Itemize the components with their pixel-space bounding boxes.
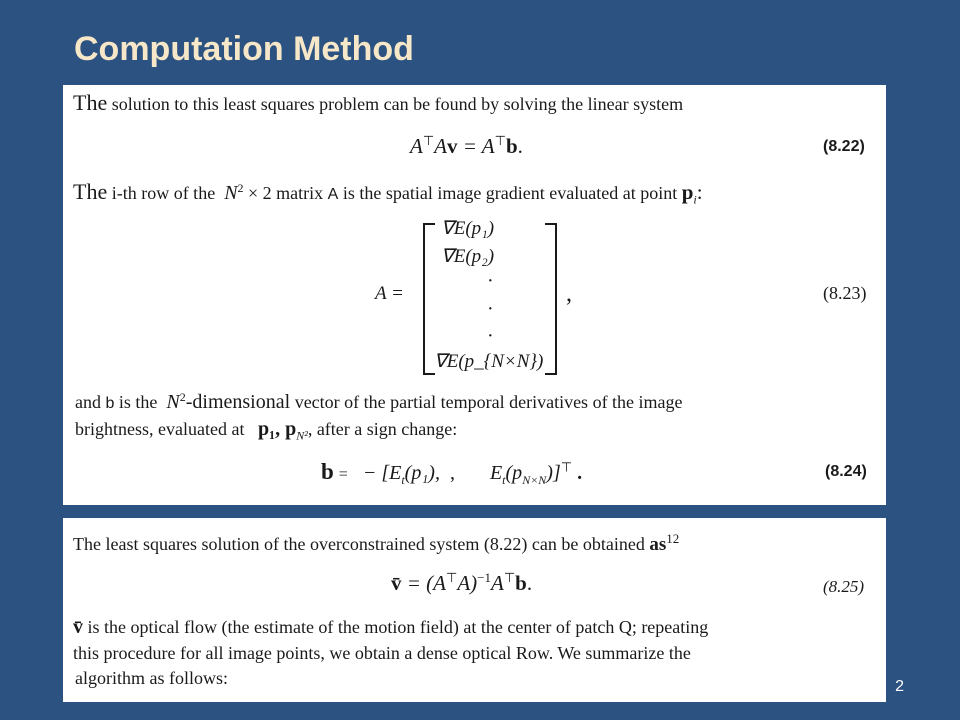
para-v: v̄ <box>73 616 83 638</box>
eq-822-end: . <box>517 134 523 158</box>
equation-panel-bottom <box>63 518 886 702</box>
eq-822-sup2: ⊤ <box>494 133 506 148</box>
eq-822-eq: = A <box>457 134 495 158</box>
matrix-row-2: ∇E(p₂) <box>441 246 495 267</box>
eq-824-close: )] <box>546 462 561 484</box>
eq-824-end: . <box>577 462 583 484</box>
b-n-sup: 2 <box>179 390 186 404</box>
solution-text: The least squares solution of the overconstrained system (8.22) can be obtained <box>73 534 645 554</box>
b-line-1 <box>75 390 683 414</box>
b-text-2: is the <box>118 392 158 412</box>
eq-825-mid: A) <box>457 571 478 595</box>
row-text-1: i-th row of the <box>111 183 216 203</box>
b-line2-sub: N² <box>296 428 308 443</box>
eq-825-a: A <box>491 571 504 595</box>
eq-824-eq: = <box>338 466 348 483</box>
optical-flow-paragraph-line3: algorithm as follows: <box>75 668 228 688</box>
eq-825-v: v̄ <box>391 571 402 595</box>
eq-824-p2: (p <box>505 462 523 484</box>
eq-822-a2: A <box>434 134 447 158</box>
b-text-4: vector of the partial temporal derivatives of the image <box>294 392 683 412</box>
optical-flow-paragraph-line1 <box>73 614 868 640</box>
solution-line <box>73 531 679 556</box>
eq-824-b: b <box>321 459 334 484</box>
matrix-row-1: ∇E(p₁) <box>441 218 495 239</box>
solution-footnote: 12 <box>666 531 680 546</box>
intro-lead: The <box>73 90 108 115</box>
eq-822-a: A <box>410 134 423 158</box>
eq-824-t2: t <box>502 473 506 487</box>
matrix-dot-3: · <box>487 325 494 347</box>
eq-824-rhs: − [E <box>362 462 402 484</box>
eq-824-sub: N×N <box>522 473 547 487</box>
row-n: N <box>224 182 238 204</box>
equation-8-24 <box>321 459 582 488</box>
eq-824-e2: E <box>489 462 503 484</box>
matrix-dot-2: · <box>487 298 494 320</box>
slide-title: Computation Method <box>74 30 414 68</box>
matrix-row-last: ∇E(p_{N×N}) <box>434 351 544 372</box>
b-dimensional: -dimensional <box>185 391 291 413</box>
b-line2-points: p₁, p <box>257 418 297 440</box>
eq-825-b: b <box>515 571 527 595</box>
intro-line <box>73 90 683 116</box>
equation-8-25 <box>391 570 532 596</box>
equation-number-8-25: (8.25) <box>823 577 865 596</box>
eq-822-b: b <box>505 134 518 158</box>
matrix-right-bracket <box>545 223 557 375</box>
eq-824-sup: ⊤ <box>560 459 573 475</box>
para-line1: is the optical flow (the estimate of the motion field) at the center of patch Q; repeating <box>87 617 709 637</box>
solution-as: as <box>649 534 667 555</box>
row-lead: The <box>73 179 108 204</box>
eq-825-sup2: −1 <box>477 570 491 585</box>
eq-825-sup1: ⊤ <box>446 570 458 585</box>
equation-number-8-23: (8.23) <box>823 283 867 303</box>
eq-824-sep: , <box>449 462 455 484</box>
row-colon: : <box>696 180 703 204</box>
matrix-lhs: A = <box>375 283 404 304</box>
b-symbol: b <box>105 395 115 412</box>
equation-8-22 <box>410 133 523 159</box>
eq-824-t1: t <box>401 473 405 487</box>
eq-825-eq: = (A <box>401 571 446 595</box>
intro-text: solution to this least squares problem can be found by solving the linear system <box>111 94 684 114</box>
b-line2-end: , after a sign change: <box>307 419 458 439</box>
eq-825-sup3: ⊤ <box>503 570 516 585</box>
equation-number-8-24: (8.24) <box>825 463 867 480</box>
matrix-dot-1: · <box>487 270 494 292</box>
row-p: p <box>681 180 694 204</box>
equation-number-8-22: (8.22) <box>823 138 865 155</box>
eq-824-p1: (p₁), <box>404 462 440 484</box>
row-text-3: is the spatial image gradient evaluated at point <box>342 183 678 203</box>
row-p-sub: i <box>693 192 697 207</box>
optical-flow-paragraph-line2: this procedure for all image points, we obtain a dense optical Row. We summarize the <box>73 643 691 663</box>
page-number: 2 <box>895 678 904 695</box>
eq-822-sup1: ⊤ <box>422 133 435 148</box>
row-n-sup: 2 <box>237 181 244 195</box>
eq-825-end: . <box>526 571 533 595</box>
row-text-2: × 2 matrix <box>248 183 324 203</box>
row-matrix-a: A <box>327 186 339 203</box>
row-line <box>73 179 703 208</box>
equation-panel-top <box>63 85 886 505</box>
b-line2-text: brightness, evaluated at <box>75 419 245 439</box>
b-line-2 <box>75 418 457 444</box>
eq-822-v: v <box>446 134 458 158</box>
matrix-comma: , <box>566 281 572 307</box>
b-text-1: and <box>75 392 101 412</box>
b-n: N <box>166 391 180 413</box>
